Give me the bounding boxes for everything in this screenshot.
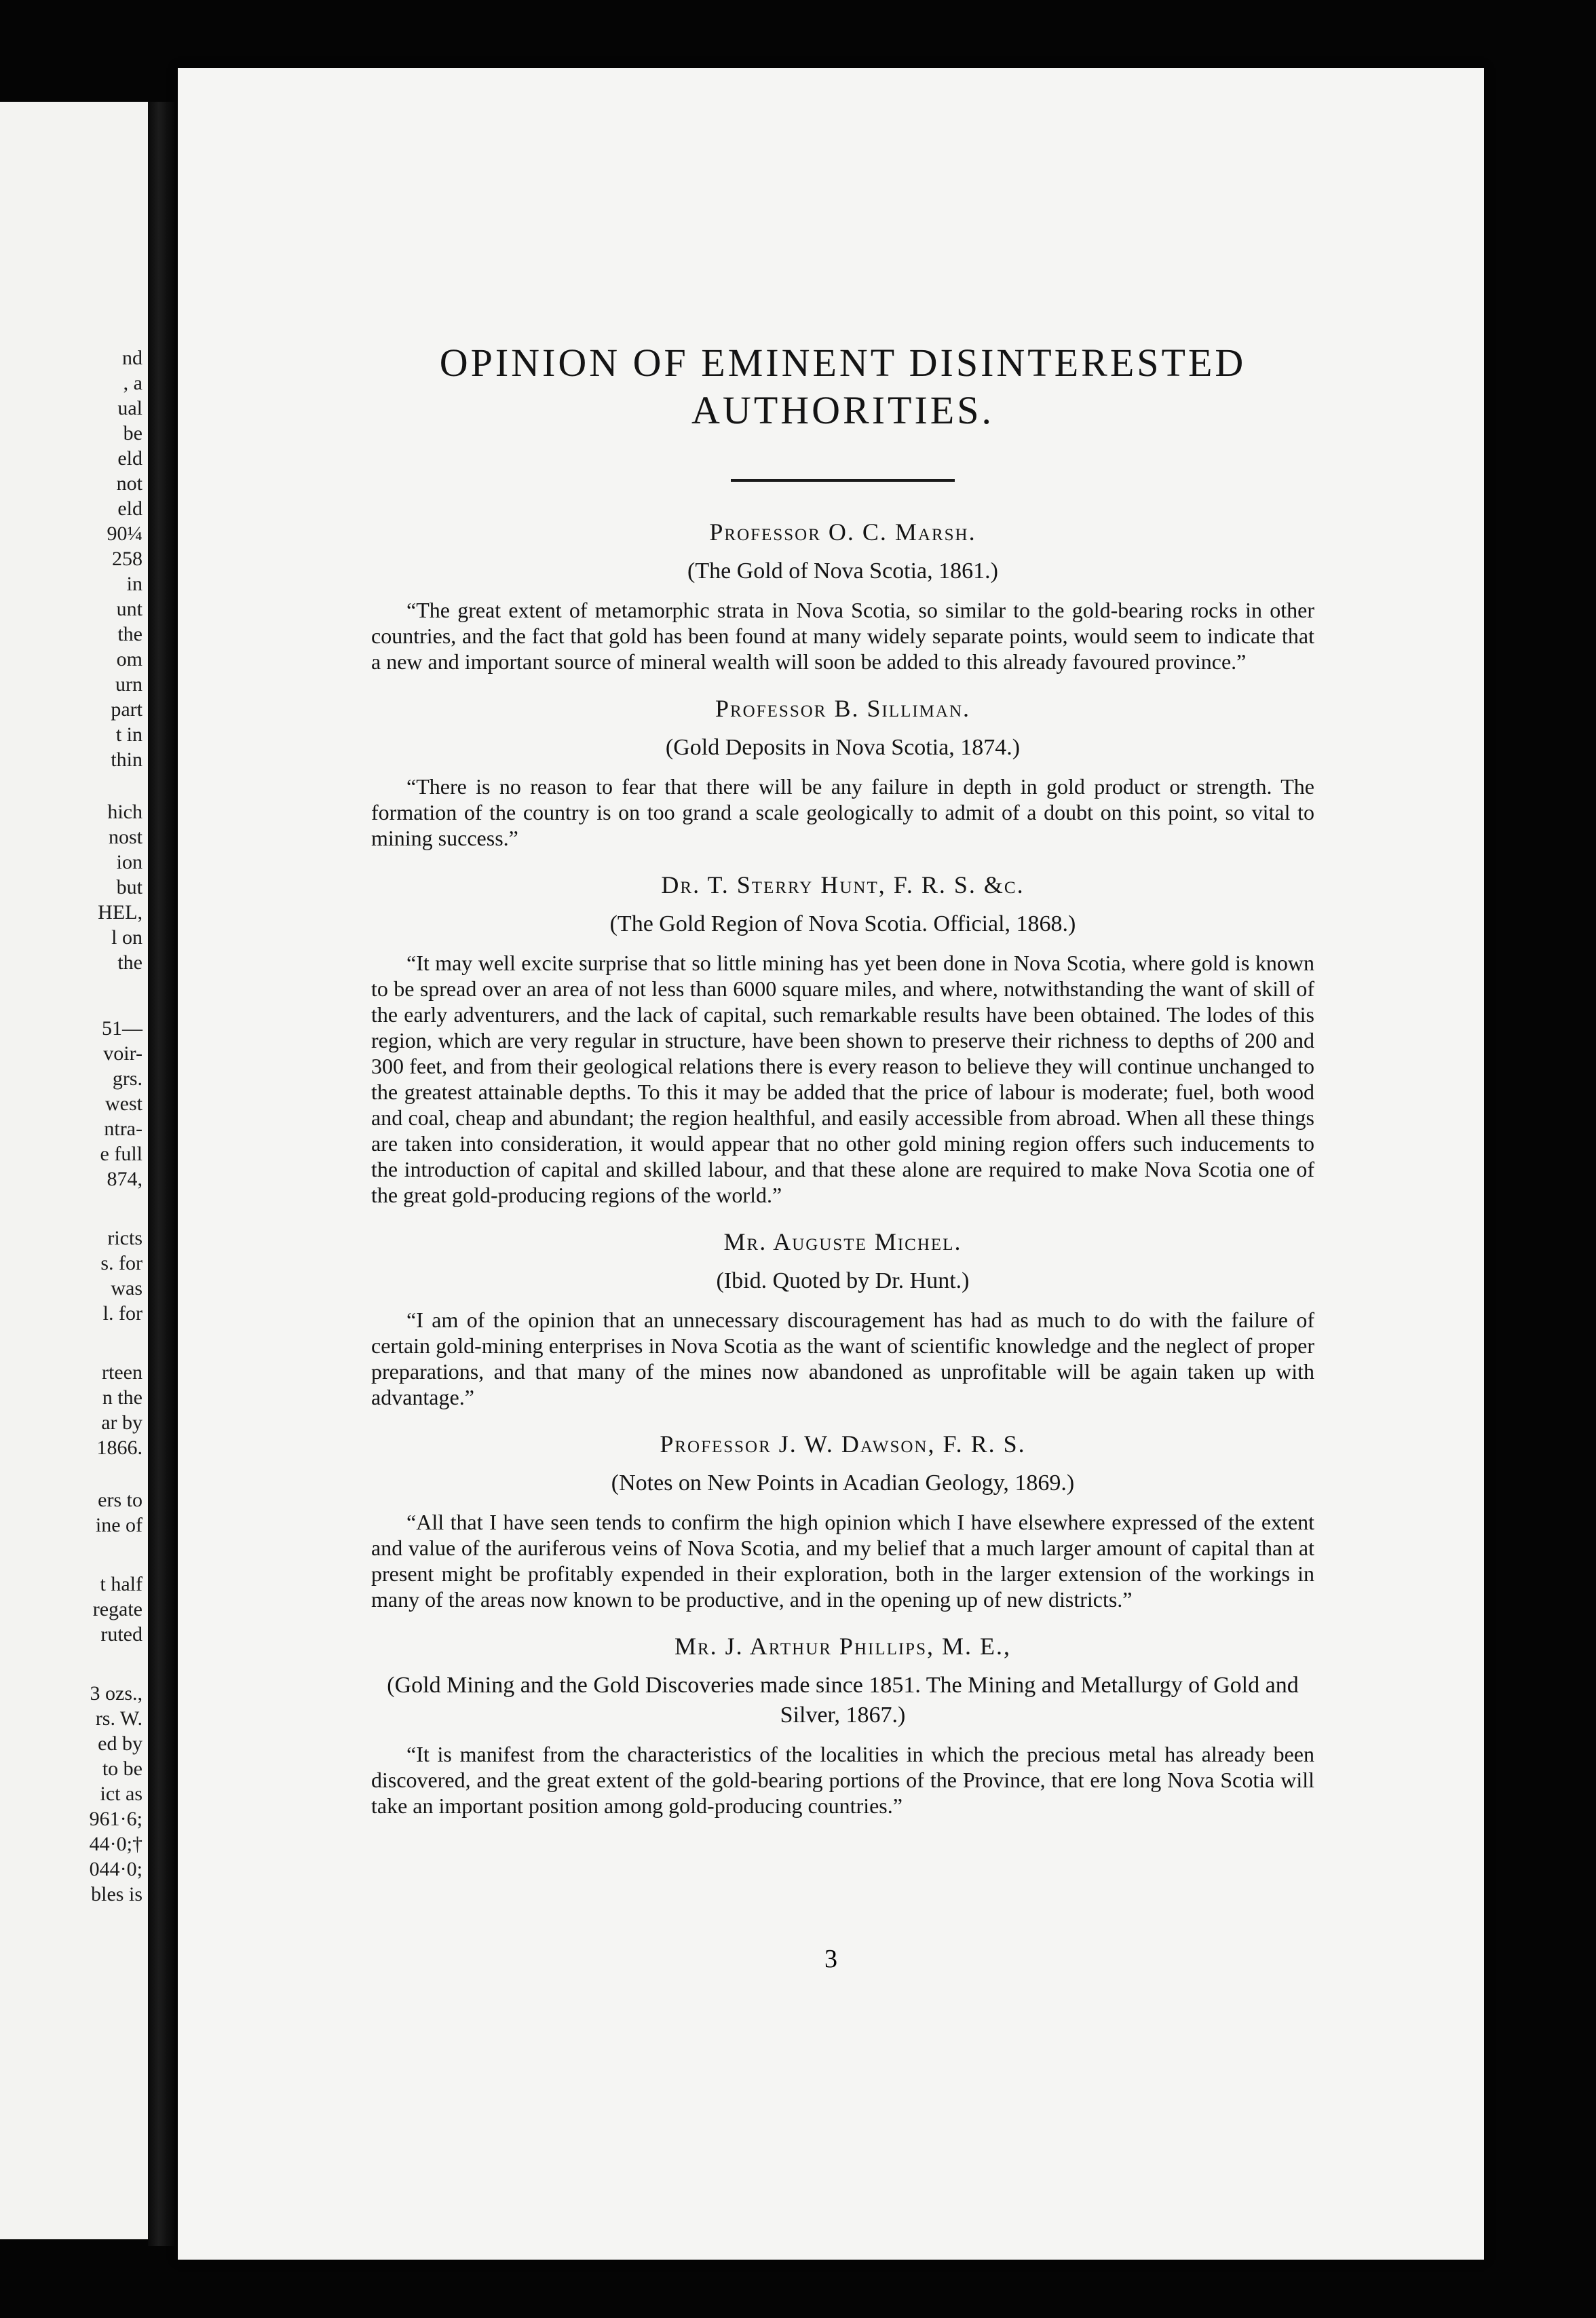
- entry-source: (Notes on New Points in Acadian Geology, 1869.): [611, 1470, 1075, 1496]
- page: [178, 68, 1484, 2260]
- entry-author: Professor O. C. Marsh.: [709, 518, 976, 546]
- previous-page-line: ion: [116, 851, 142, 873]
- previous-page-line: to be: [102, 1758, 142, 1780]
- previous-page-line: bles is: [91, 1883, 142, 1905]
- previous-page-fragment: [0, 102, 148, 2239]
- previous-page-line: west: [105, 1092, 142, 1115]
- previous-page-line: rs. W.: [95, 1707, 142, 1730]
- book-gutter: [148, 102, 175, 2246]
- previous-page-line: l. for: [102, 1302, 142, 1325]
- previous-page-line: not: [116, 472, 142, 495]
- entry-author: Professor B. Silliman.: [715, 695, 971, 722]
- previous-page-line: s. for: [100, 1252, 142, 1274]
- previous-page-line: ntra-: [104, 1118, 142, 1140]
- previous-page-line: , a: [123, 372, 142, 394]
- page-number: 3: [824, 1945, 837, 1973]
- entry-author: Dr. T. Sterry Hunt, F. R. S. &c.: [661, 871, 1025, 898]
- previous-page-line: ruted: [100, 1623, 142, 1646]
- entry-quote: “It may well excite surprise that so little mining has yet been done in Nova Scotia, where gold is known to be spread over an area of not less than 6000 square miles, and where, notwithstanding the want of skill of the early adventurers, and the lack of capital, such remarkable results have been obtained. The lodes of this region, which are very regular in structure, have been shown to preserve their richness to depths of 200 and 300 feet, and from their geological relations there is every reason to believe they will continue unchanged to the greatest attainable depths. To this it may be added that the price of labour is moderate; fuel, both wood and coal, cheap and abundant; the region healthful, and easily accessible from abroad. When all these things are taken into consideration, it would appear that no other gold mining region offers such inducements to the introduction of capital and skilled labour, and that these alone are required to make Nova Scotia one of the great gold-producing regions of the world.”: [371, 951, 1314, 1207]
- previous-page-line: 044·0;: [89, 1858, 142, 1880]
- entry-source: (The Gold Region of Nova Scotia. Official, 1868.): [609, 911, 1076, 936]
- previous-page-line: n the: [102, 1386, 142, 1409]
- previous-page-line: ers to: [98, 1489, 142, 1511]
- previous-page-line: hich: [107, 801, 142, 823]
- previous-page-line: nost: [108, 826, 142, 848]
- previous-page-line: ed by: [98, 1732, 142, 1755]
- entry-author: Professor J. W. Dawson, F. R. S.: [660, 1430, 1026, 1458]
- previous-page-line: part: [111, 698, 142, 721]
- opinion-entry: [371, 870, 1314, 1208]
- previous-page-line: 874,: [107, 1168, 142, 1190]
- previous-page-line: the: [117, 951, 142, 974]
- previous-page-line: regate: [92, 1598, 142, 1620]
- entry-quote: “It is manifest from the characteristics of the localities in which the precious metal has already been discovered, and the great extent of the gold-bearing portions of the Province, that ere long Nova Scotia will take an important position among gold-producing countries.”: [371, 1742, 1314, 1818]
- entry-source: (Ibid. Quoted by Dr. Hunt.): [716, 1268, 970, 1293]
- entry-author: Mr. J. Arthur Phillips, M. E.,: [674, 1633, 1011, 1660]
- title-rule: [731, 479, 955, 482]
- previous-page-line: t half: [100, 1573, 142, 1595]
- previous-page-line: 258: [112, 548, 142, 570]
- entry-source: (Gold Deposits in Nova Scotia, 1874.): [665, 735, 1021, 760]
- entry-source: (Gold Mining and the Gold Discoveries made since 1851. The Mining and Metallurgy of Gold and Silver, 1867.): [387, 1673, 1299, 1728]
- previous-page-line: rteen: [102, 1361, 142, 1384]
- previous-page-line: was: [111, 1277, 142, 1299]
- previous-page-line: 3 ozs.,: [90, 1682, 142, 1705]
- previous-page-line: unt: [116, 598, 142, 620]
- previous-page-line: eld: [117, 447, 142, 470]
- previous-page-line: ual: [117, 397, 142, 419]
- page-title: OPINION OF EMINENT DISINTERESTED AUTHORITIES.: [439, 341, 1247, 432]
- entry-quote: “There is no reason to fear that there will be any failure in depth in gold product or strength. The formation of the country is on too grand a scale geologically to admit of a doubt on this point, so vital to mining success.”: [371, 774, 1314, 850]
- previous-page-line: eld: [117, 497, 142, 520]
- opinion-entry: [371, 694, 1314, 851]
- previous-page-line: ine of: [95, 1514, 142, 1536]
- previous-page-line: l on: [111, 926, 142, 949]
- previous-page-line: 90¼: [107, 522, 142, 545]
- previous-page-line: nd: [122, 347, 142, 369]
- opinion-entry: [371, 1429, 1314, 1612]
- opinion-entry: [371, 1631, 1314, 1819]
- entry-source: (The Gold of Nova Scotia, 1861.): [687, 558, 998, 584]
- entry-quote: “All that I have seen tends to confirm the high opinion which I have elsewhere expressed of the extent and value of the auriferous veins of Nova Scotia, and my belief that a much larger amount of capital than at present might be profitably expended in their exploration, both in the larger extension of the workings in many of the areas now known to be productive, and in the opening up of new districts.”: [371, 1510, 1314, 1612]
- entry-quote: “The great extent of metamorphic strata in Nova Scotia, so similar to the gold-bearing rocks in other countries, and the fact that gold has been found at many widely separate points, would seem to indicate that a new and important source of mineral wealth will soon be added to this already favoured province.”: [371, 598, 1314, 674]
- page-body: [371, 339, 1314, 1838]
- previous-page-line: but: [116, 876, 142, 898]
- previous-page-line: ar by: [101, 1411, 142, 1434]
- previous-page-line: the: [117, 623, 142, 645]
- previous-page-line: thin: [111, 748, 142, 771]
- previous-page-line: HEL,: [98, 901, 142, 924]
- previous-page-line: 51—: [102, 1017, 142, 1040]
- previous-page-line: 44·0;†: [89, 1833, 142, 1855]
- entry-quote: “I am of the opinion that an unnecessary discouragement has had as much to do with the failure of certain gold-mining enterprises in Nova Scotia as the want of scientific knowledge and the neglect of proper preparations, and that many of the mines now abandoned as unprofitable will be again taken up with advantage.”: [371, 1308, 1314, 1409]
- previous-page-line: ict as: [100, 1783, 142, 1805]
- previous-page-line: e full: [100, 1143, 142, 1165]
- previous-page-line: be: [123, 422, 142, 444]
- previous-page-line: 961·6;: [89, 1808, 142, 1830]
- previous-page-line: grs.: [112, 1067, 142, 1090]
- opinion-entry: [371, 1227, 1314, 1410]
- previous-page-line: t in: [115, 723, 142, 746]
- entry-author: Mr. Auguste Michel.: [723, 1228, 962, 1255]
- previous-page-line: urn: [115, 673, 142, 696]
- previous-page-line: 1866.: [96, 1437, 142, 1459]
- previous-page-line: ricts: [107, 1227, 142, 1249]
- opinion-entry: [371, 517, 1314, 674]
- previous-page-line: in: [126, 573, 142, 595]
- previous-page-line: voir-: [103, 1042, 142, 1065]
- previous-page-line: om: [116, 648, 142, 670]
